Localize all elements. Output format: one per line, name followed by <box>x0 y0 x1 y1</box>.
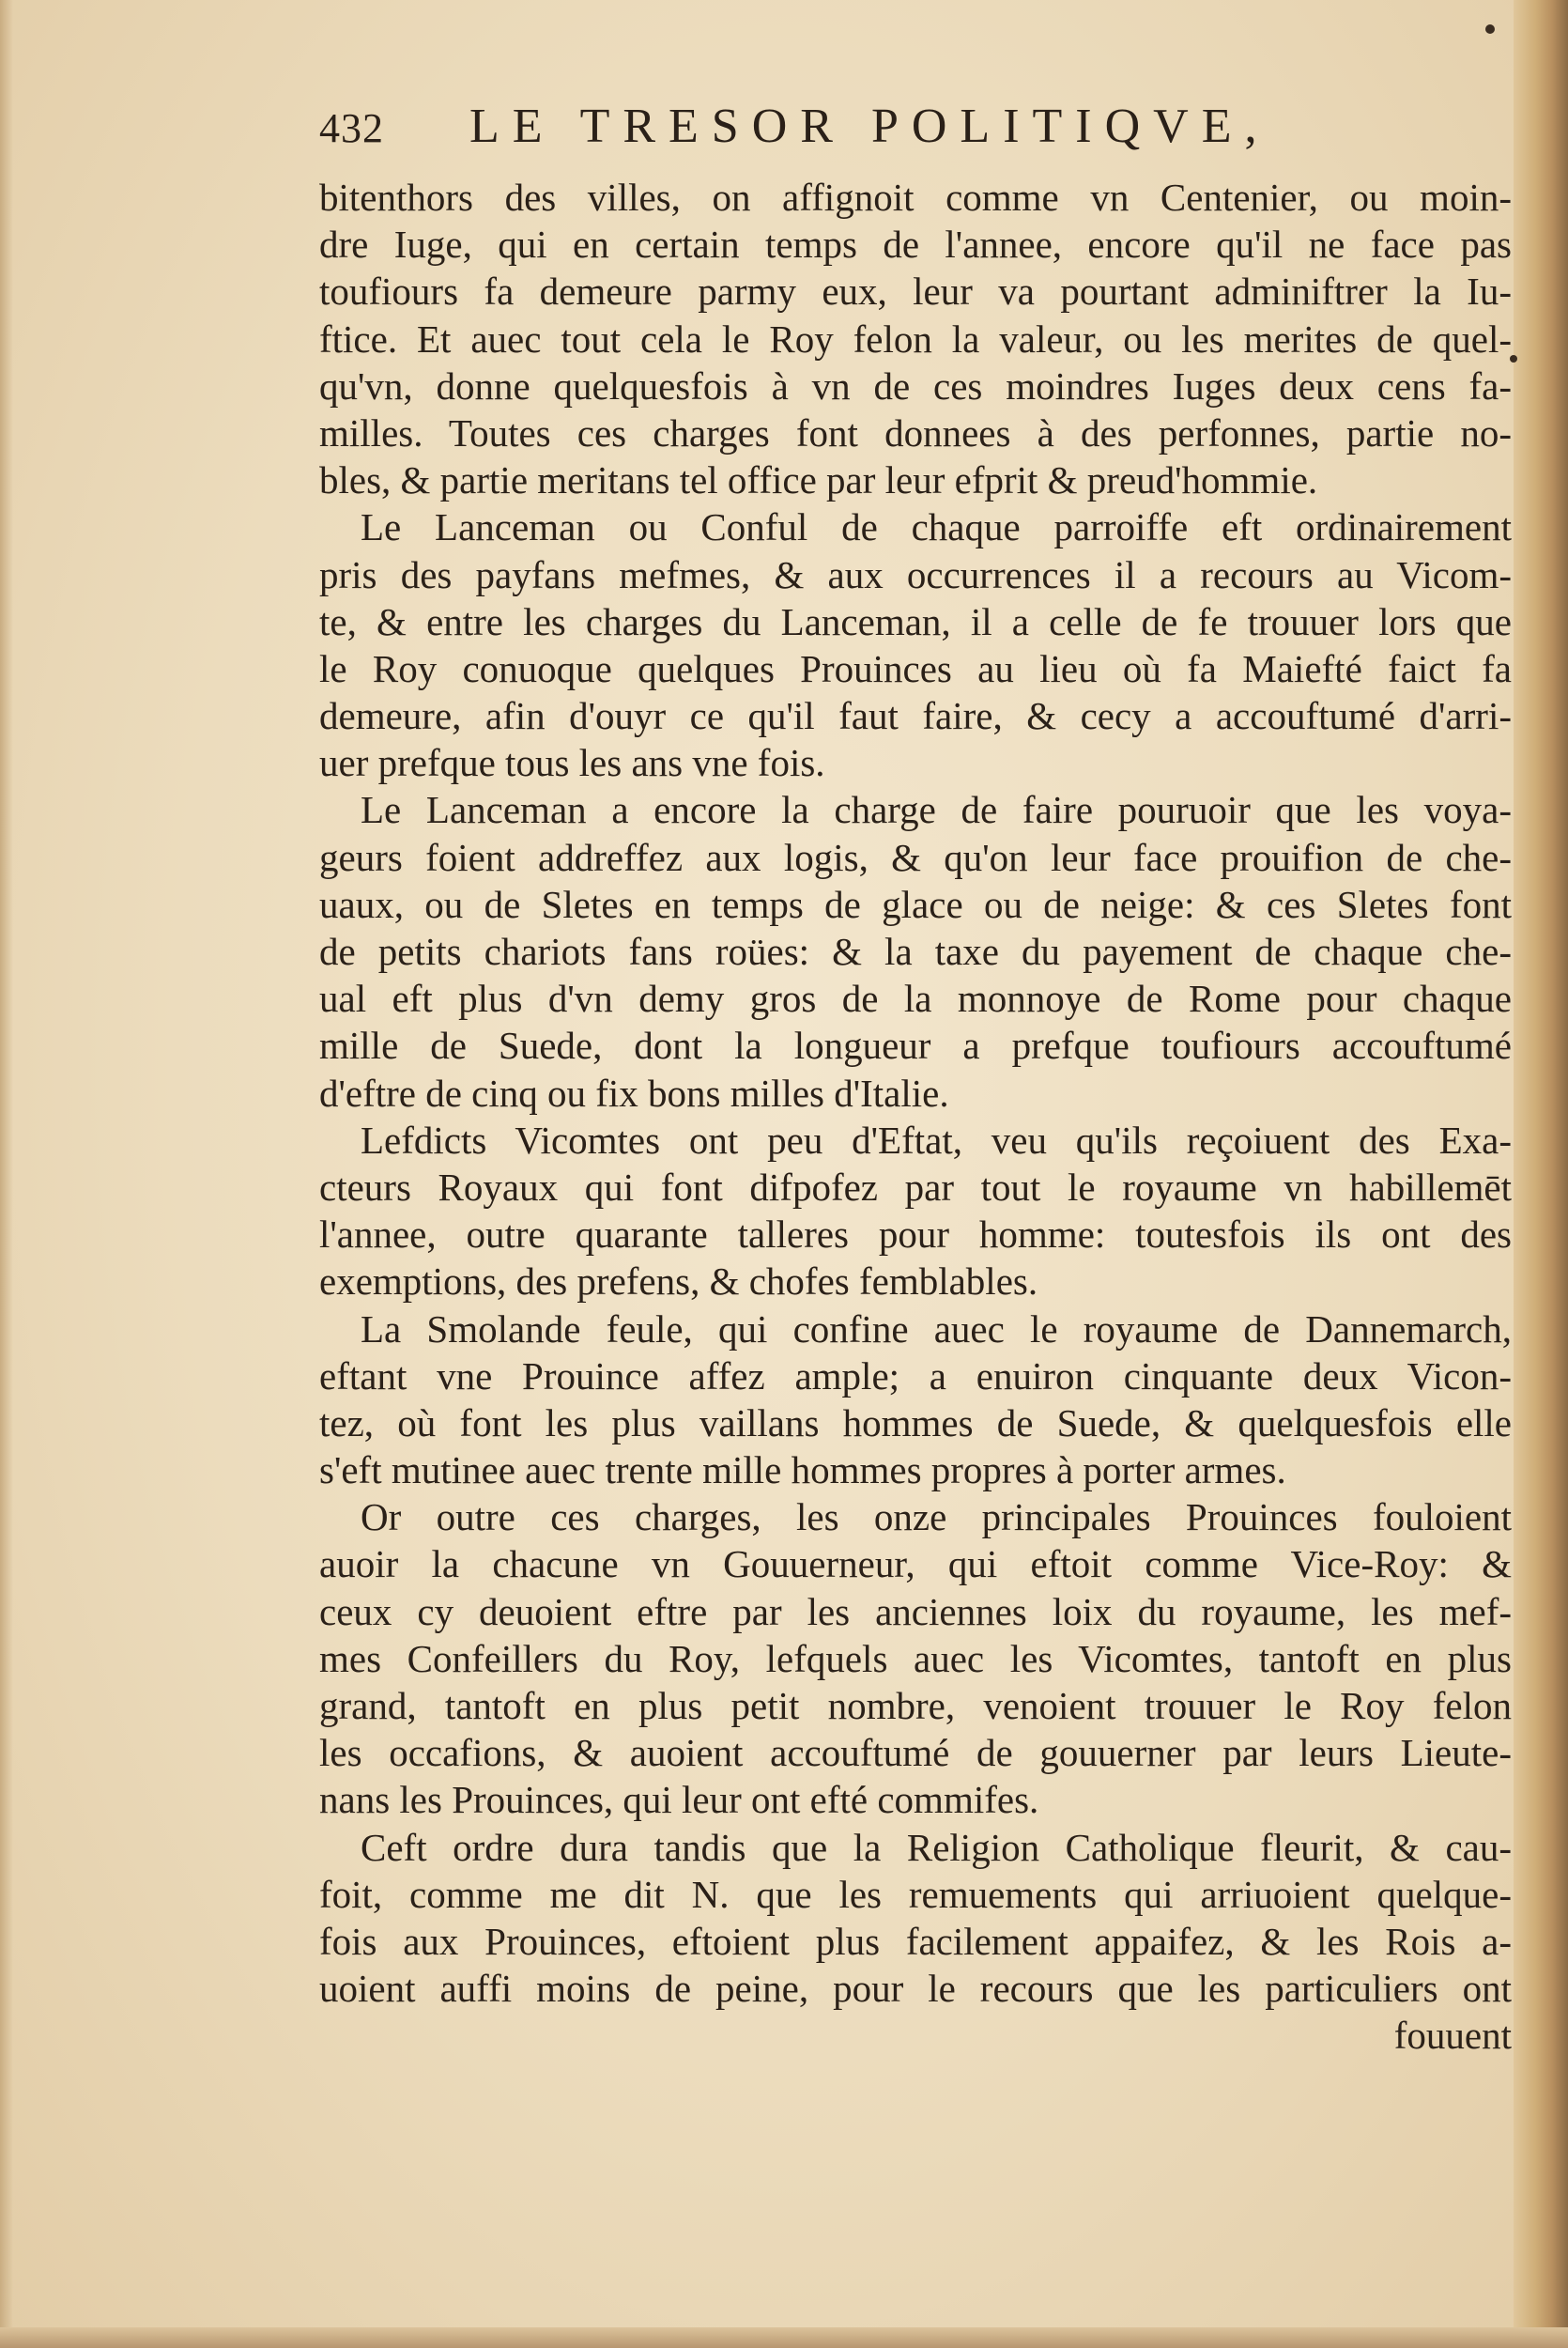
text-line: auoir la chacune vn Gouuerneur, qui eftoit comme Vice-Roy: & <box>319 1542 1512 1586</box>
text-line: Le Lanceman ou Conful de chaque parroiffe eft ordinairement <box>361 505 1512 549</box>
text-line: uer prefque tous les ans vne fois. <box>319 741 825 785</box>
page-right-edge <box>1514 0 1568 2348</box>
text-line: grand, tantoft en plus petit nombre, venoient trouuer le Roy felon <box>319 1684 1512 1727</box>
text-line: d'eftre de cinq ou fix bons milles d'Italie. <box>319 1071 949 1115</box>
text-line: foit, comme me dit N. que les remuements qui arriuoient quelque- <box>319 1872 1512 1916</box>
text-line: uaux, ou de Sletes en temps de glace ou de neige: & ces Sletes font <box>319 882 1512 926</box>
text-line: toufiours fa demeure parmy eux, leur va pourtant adminiftrer la Iu- <box>319 270 1512 314</box>
text-line: demeure, afin d'ouyr ce qu'il faut faire, & cecy a accouftumé d'arri- <box>319 694 1512 738</box>
text-line: fois aux Prouinces, eftoient plus facilement appaifez, & les Rois a- <box>319 1919 1512 1963</box>
text-line: exemptions, des prefens, & chofes femblables. <box>319 1259 1038 1304</box>
text-line: Or outre ces charges, les onze principales Prouinces fouloient <box>361 1495 1512 1539</box>
text-line: bitenthors des villes, on affignoit comme vn Centenier, ou moin- <box>319 176 1512 219</box>
text-line: uoient auffi moins de peine, pour le recours que les particuliers ont <box>319 1967 1512 2011</box>
text-line: le Roy conuoque quelques Prouinces au lieu où fa Maiefté faict fa <box>319 646 1512 690</box>
text-line: l'annee, outre quarante talleres pour homme: toutesfois ils ont des <box>319 1213 1512 1257</box>
text-line: Le Lanceman a encore la charge de faire pouruoir que les voya- <box>361 788 1512 832</box>
text-line: eftant vne Prouince affez ample; a enuiron cinquante deux Vicon- <box>319 1353 1512 1398</box>
page-content <box>319 99 1521 2059</box>
text-line: geurs foient addreffez aux logis, & qu'on leur face prouifion de che- <box>319 835 1512 879</box>
text-line: ual eft plus d'vn demy gros de la monnoye de Rome pour chaque <box>319 977 1512 1021</box>
text-line: La Smolande feule, qui confine auec le royaume de Dannemarch, <box>361 1306 1512 1351</box>
text-line: pris des payfans mefmes, & aux occurrences il a recours au Vicom- <box>319 552 1512 596</box>
text-line: s'eft mutinee auec trente mille hommes propres à porter armes. <box>319 1448 1286 1492</box>
page-bottom-edge <box>0 2327 1568 2348</box>
running-head: LE TRESOR POLITIQVE, <box>469 100 1270 153</box>
text-line: ftice. Et auec tout cela le Roy felon la valeur, ou les merites de quel- <box>319 317 1512 361</box>
text-line: cteurs Royaux qui font difpofez par tout le royaume vn habillemēt <box>319 1165 1512 1209</box>
text-line: les occafions, & auoient accouftumé de gouuerner par leurs Lieute- <box>319 1731 1512 1775</box>
page-left-shadow <box>0 0 13 2348</box>
catchword: fouuent <box>1393 2014 1512 2058</box>
text-line: te, & entre les charges du Lanceman, il a celle de fe trouuer lors que <box>319 599 1512 643</box>
text-line: mes Confeillers du Roy, lefquels auec les Vicomtes, tantoft en plus <box>319 1636 1512 1680</box>
text-line: Lefdicts Vicomtes ont peu d'Eftat, veu qu'ils reçoiuent des Exa- <box>361 1118 1512 1162</box>
text-line: Ceft ordre dura tandis que la Religion Catholique fleurit, & cau- <box>361 1825 1512 1869</box>
text-line: nans les Prouinces, qui leur ont efté commifes. <box>319 1778 1039 1822</box>
text-line: milles. Toutes ces charges font donnees à des perfonnes, partie no- <box>319 410 1512 455</box>
folio-number: 432 <box>319 105 384 151</box>
text-line: bles, & partie meritans tel office par leur efprit & preud'hommie. <box>319 458 1318 502</box>
text-line: mille de Suede, dont la longueur a prefque toufiours accouftumé <box>319 1024 1512 1068</box>
text-line: de petits chariots fans roües: & la taxe du payement de chaque che- <box>319 930 1512 973</box>
ink-speck <box>1485 24 1495 34</box>
text-line: ceux cy deuoient eftre par les anciennes loix du royaume, les mef- <box>319 1589 1512 1633</box>
text-line: tez, où font les plus vaillans hommes de Suede, & quelquesfois elle <box>319 1400 1512 1444</box>
text-line: dre Iuge, qui en certain temps de l'annee, encore qu'il ne face pas <box>319 223 1512 267</box>
text-body <box>319 174 1521 2012</box>
page-header <box>319 99 1521 174</box>
text-line: qu'vn, donne quelquesfois à vn de ces moindres Iuges deux cens fa- <box>319 363 1512 408</box>
